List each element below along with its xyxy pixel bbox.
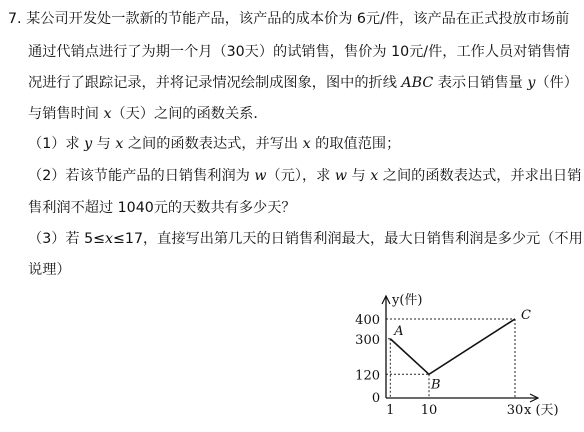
q2-text-a: （2）若该节能产品的日销售利润为 [28, 168, 255, 184]
q2-text-c: 与 [347, 168, 371, 184]
stem-text-3: 况进行了跟踪记录，并将记录情况绘制成图象，图中的折线 [28, 75, 402, 91]
var-x: x [105, 231, 114, 247]
stem-text-2: 通过代销点进行了为期一个月（30天）的试销售，售价为 10元/件，工作人员对销售情 [28, 44, 570, 60]
var-y: y [84, 136, 93, 152]
var-x: x [370, 168, 379, 184]
q1-text-a: （1）求 [28, 136, 85, 152]
var-x: x [115, 136, 124, 152]
x-tick-label: 30 [506, 403, 524, 418]
q2-text-d: 之间的函数表达式，并求出日销 [378, 168, 582, 184]
point-label-c: C [521, 308, 531, 323]
sales-polyline [390, 319, 515, 374]
point-label-b: B [431, 377, 441, 393]
var-w: w [334, 168, 348, 184]
q2-text-l2: 售利润不超过 1040元的天数共有多少天？ [28, 200, 296, 216]
var-x: x [302, 136, 311, 152]
var-w: w [254, 168, 267, 184]
q3-text-b: ≤17，直接写出第几天的日销售利润最大，最大日销售利润是多少元（不用 [113, 231, 583, 247]
x-tick-label: 10 [420, 403, 438, 418]
y-tick-label: 400 [355, 313, 380, 328]
stem-text-3c: （件） [535, 75, 578, 91]
stem-text-4b: （天）之间的函数关系． [111, 106, 268, 122]
stem-text-4a: 与销售时间 [28, 106, 104, 122]
stem-text-1: 某公司开发处一款新的节能产品，该产品的成本价为 6元/件，该产品在正式投放市场前 [26, 11, 570, 27]
problem-number: 7. [8, 11, 22, 27]
q1-text-b: 与 [92, 136, 116, 152]
var-x: x [103, 106, 112, 122]
q1-text-d: 的取值范围； [310, 136, 401, 152]
var-y: y [527, 75, 536, 91]
polyline-label: ABC [401, 75, 434, 91]
q3-text-a: （3）若 5≤ [28, 231, 106, 247]
point-label-a: A [394, 323, 404, 339]
x-tick-label: 1 [386, 403, 395, 418]
stem-text-3b: 表示日销售量 [433, 75, 528, 91]
q1-text-c: 之间的函数表达式，并写出 [123, 136, 303, 152]
q3-text-l2: 说理） [28, 262, 71, 278]
y-tick-label: 120 [355, 368, 380, 384]
q2-text-b: （元），求 [266, 168, 335, 184]
y-tick-label: 300 [355, 332, 380, 348]
origin-label: 0 [371, 391, 381, 406]
x-axis-label: x (天) [524, 403, 559, 418]
y-axis-label: y(件) [392, 293, 423, 308]
